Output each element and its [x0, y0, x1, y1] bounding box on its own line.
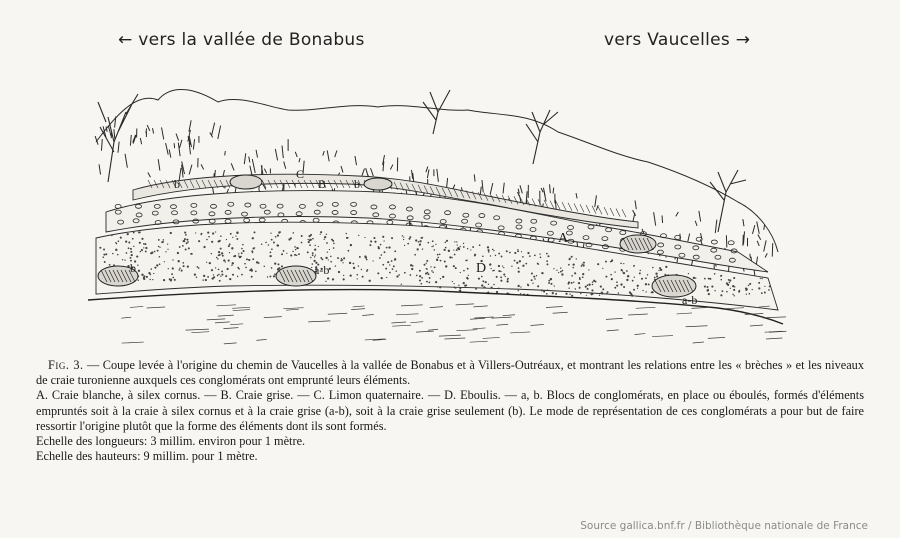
direction-right-label: vers Vaucelles → [604, 30, 751, 50]
label-d: D [476, 261, 487, 276]
tree-center-icon [423, 90, 450, 134]
scale-lengths: Echelle des longueurs: 3 millim. environ pour 1 mètre. [36, 434, 306, 449]
source-credit: Source gallica.bnf.fr / Bibliothèque nationale de France [580, 520, 868, 532]
scale-heights: Echelle des hauteurs: 9 millim. pour 1 mètre. [36, 449, 258, 464]
label-ab-right: a-b [682, 293, 698, 307]
label-b-top-left: b [174, 177, 180, 191]
label-ab-center: a-b [314, 263, 330, 277]
label-c: C [296, 167, 305, 181]
caption-figure-line [36, 358, 864, 388]
direction-left-label: ← vers la vallée de Bonabus [118, 30, 365, 50]
figure-caption [36, 358, 864, 464]
label-a: A [558, 231, 569, 246]
geological-section-drawing [78, 72, 790, 360]
figure-description: — Coupe levée à l'origine du chemin de Vaucelles à la vallée de Bonabus et à Villers-Outréaux, et montrant les relations entre les « brèches » et les niveaux de craie turonienne auxquels ces conglomérats ont emprunté leurs éléments. [36, 358, 864, 388]
figure-number: Fig. 3. [48, 358, 84, 372]
label-b-center: B [318, 177, 327, 191]
label-b-top-right: b [354, 177, 360, 191]
tree-left-icon [98, 94, 138, 182]
caption-legend: A. Craie blanche, à silex cornus. — B. Craie grise. — C. Limon quaternaire. — D. Eboulis. — a, b. Blocs de conglomérats, en place ou éboulés, formés d'éléments empruntés soit à la craie à silex cornus et à la craie grise (a-b), soit à la craie grise seulement (b). Le mode de représentation de ces conglomérats a pour but de faire ressortir l'origine plutôt que la forme des éléments dont ils sont formés. [36, 388, 864, 433]
label-b-left: b [130, 261, 136, 275]
